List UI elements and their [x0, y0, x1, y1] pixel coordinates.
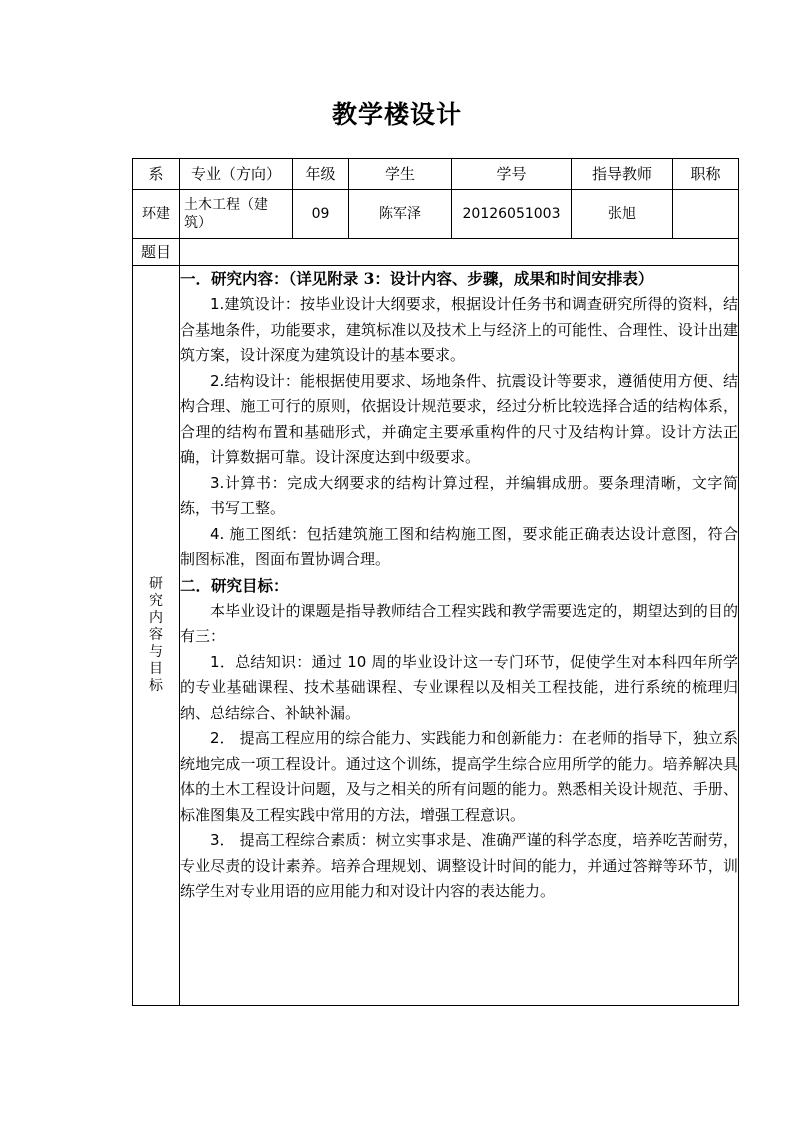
paragraph-calculation-book: 3.计算书：完成大纲要求的结构计算过程，并编辑成册。要条理清晰，文字简练，书写工整。	[180, 473, 738, 517]
header-advisor: 指导教师	[572, 159, 673, 190]
label-topic: 题目	[133, 239, 180, 266]
research-content-body-cell	[180, 266, 739, 1006]
paragraph-construction-drawings: 4. 施工图纸：包括建筑施工图和结构施工图，要求能正确表达设计意图，符合制图标准，图面布置协调合理。	[180, 524, 738, 568]
header-student: 学生	[349, 159, 452, 190]
vlabel-char: 研	[149, 576, 163, 592]
header-major: 专业（方向）	[180, 159, 293, 190]
vlabel-char: 内	[149, 610, 163, 626]
header-department: 系	[133, 159, 180, 190]
section-heading-research-goals: 二．研究目标：	[180, 575, 289, 595]
thesis-proposal-table	[132, 158, 739, 1006]
paragraph-goal-engineering-ability: 2． 提高工程应用的综合能力、实践能力和创新能力：在老师的指导下，独立系统地完成一项工程设计。通过这个训练，提高学生综合应用所学的能力。培养解决具体的土木工程设计问题，及与之相关的所有问题的能力。熟悉相关设计规范、手册、标准图集及工程实践中常用的方法，增强工程意识。	[180, 729, 738, 824]
value-student: 陈军泽	[349, 190, 452, 239]
value-department: 环建	[133, 190, 180, 239]
research-content-row	[133, 266, 739, 1006]
info-value-row	[133, 190, 739, 239]
label-research-content-goals	[133, 266, 180, 1006]
value-academic-title	[673, 190, 739, 239]
value-major: 土木工程（建筑）	[180, 190, 293, 239]
info-header-row	[133, 159, 739, 190]
header-student-id: 学号	[452, 159, 572, 190]
paragraph-goals-intro: 本毕业设计的课题是指导教师结合工程实践和教学需要选定的，期望达到的目的有三：	[180, 601, 738, 645]
value-grade: 09	[293, 190, 349, 239]
paragraph-goal-comprehensive-quality: 3． 提高工程综合素质：树立实事求是、准确严谨的科学态度，培养吃苦耐劳，专业尽责的设计素养。培养合理规划、调整设计时间的能力，并通过答辩等环节，训练学生对专业用语的应用能力和对设计内容的表达能力。	[180, 831, 738, 900]
vlabel-char: 标	[149, 678, 163, 694]
value-student-id: 20126051003	[452, 190, 572, 239]
research-content-text	[180, 266, 738, 905]
section-heading-research-content: 一．研究内容：（详见附录 3：设计内容、步骤，成果和时间安排表）	[180, 269, 654, 288]
page-title: 教学楼设计	[331, 100, 462, 129]
value-advisor: 张旭	[572, 190, 673, 239]
topic-row	[133, 239, 739, 266]
vlabel-char: 容	[149, 627, 163, 643]
header-academic-title: 职称	[673, 159, 739, 190]
header-grade: 年级	[293, 159, 349, 190]
vlabel-char: 目	[149, 661, 163, 677]
paragraph-architectural-design: 1.建筑设计：按毕业设计大纲要求，根据设计任务书和调查研究所得的资料，结合基地条件，功能要求，建筑标准以及技术上与经济上的可能性、合理性、设计出建筑方案，设计深度为建筑设计的基本要求。	[180, 295, 738, 364]
vlabel-char: 究	[149, 593, 163, 609]
paragraph-goal-summarize-knowledge: 1．总结知识：通过 10 周的毕业设计这一专门环节，促使学生对本科四年所学的专业基础课程、技术基础课程、专业课程以及相关工程技能，进行系统的梳理归纳、总结综合、补缺补漏。	[180, 652, 738, 722]
value-topic	[180, 239, 739, 266]
vlabel-char: 与	[149, 644, 163, 660]
paragraph-structural-design: 2.结构设计：能根据使用要求、场地条件、抗震设计等要求，遵循使用方便、结构合理、施工可行的原则，依据设计规范要求，经过分析比较选择合适的结构体系，合理的结构布置和基础形式，并确定主要承重构件的尺寸及结构计算。设计方法正确，计算数据可靠。设计深度达到中级要求。	[180, 371, 738, 466]
